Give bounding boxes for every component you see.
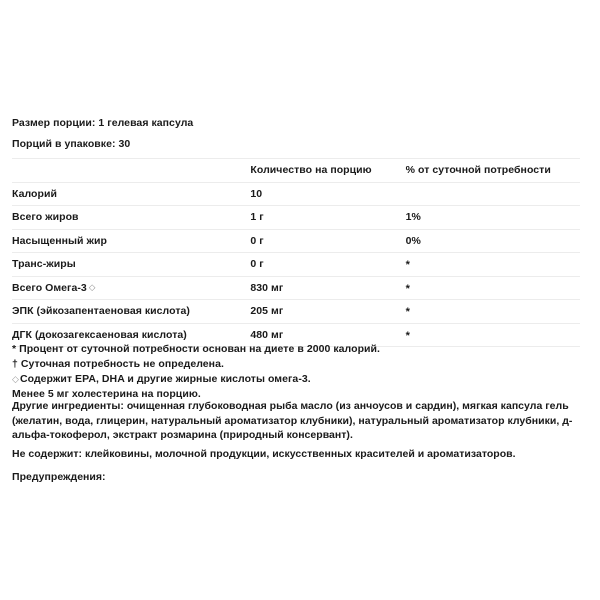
table-header-row: [12, 159, 580, 183]
table-row: [12, 253, 580, 277]
footnote-line: [12, 357, 580, 372]
omega3-footnote-diamond-icon: ◇: [88, 281, 96, 292]
nutrient-name-cell: Всего жиров: [12, 211, 79, 224]
table-row: [12, 182, 580, 206]
table-row: [12, 300, 580, 324]
header-nutrient-name: [12, 159, 250, 183]
servings-per-container-line: Порций в упаковке: 30: [12, 138, 131, 150]
daily-value-cell: 1%: [405, 211, 421, 224]
footnote-text: Процент от суточной потребности основан на диете в 2000 калорий.: [16, 343, 381, 355]
daily-value-cell: 0%: [405, 234, 421, 247]
nutrient-name-cell: Насыщенный жир: [12, 234, 107, 247]
table-body: [12, 182, 580, 347]
amount-cell: 480 мг: [250, 328, 284, 341]
amount-cell: 0 г: [250, 258, 264, 271]
serving-size-line: Размер порции: 1 гелевая капсула: [12, 117, 194, 129]
nutrient-name-cell: Транс-жиры: [12, 258, 76, 271]
nutrient-name-cell: ДГК (докозагексаеновая кислота): [12, 328, 187, 341]
amount-cell: 830 мг: [250, 281, 284, 294]
footnote-text: Менее 5 мг холестерина на порцию.: [12, 388, 201, 400]
footnote-dagger-icon: †: [12, 358, 18, 370]
daily-value-cell: [406, 182, 580, 206]
amount-cell: 10: [250, 187, 263, 200]
free-from-paragraph: Не содержит: клейковины, молочной продукции, искусственных красителей и ароматизаторов.: [12, 448, 516, 460]
table-row: [12, 206, 580, 230]
footnote-text: Содержит EPA, DHA и другие жирные кислоты омега-3.: [19, 373, 311, 385]
daily-value-cell: *: [405, 329, 411, 342]
footnote-asterisk-icon: *: [12, 343, 17, 355]
daily-value-cell: *: [405, 282, 411, 295]
nutrient-name-cell: ЭПК (эйкозапентаеновая кислота): [12, 305, 190, 318]
table-row: [12, 276, 580, 300]
footnote-line: [12, 342, 580, 357]
header-amount-per-serving: Количество на порцию: [250, 164, 372, 177]
amount-cell: 205 мг: [250, 305, 284, 318]
footnote-line: [12, 372, 580, 387]
serving-information: [12, 113, 580, 155]
table-row: [12, 229, 580, 253]
amount-cell: 0 г: [250, 234, 264, 247]
daily-value-cell: *: [405, 306, 411, 319]
footnote-text: Суточная потребность не определена.: [17, 358, 224, 370]
footnotes-block: [12, 342, 580, 402]
nutrition-facts-table: [12, 158, 580, 347]
warnings-heading: Предупреждения:: [12, 471, 106, 483]
other-ingredients-paragraph: Другие ингредиенты: очищенная глубоководная рыба масло (из анчоусов и сардин), мягкая капсула гель (желатин, вода, глицерин, натуральный ароматизатор клубники), натуральный ароматизатор клубники, д-альфа-токоферол, экстракт розмарина (природный консервант).: [12, 400, 573, 441]
daily-value-cell: *: [405, 259, 411, 272]
nutrient-name-cell: Калорий: [12, 187, 57, 200]
header-percent-daily-value: % от суточной потребности: [405, 164, 551, 177]
footnote-diamond-icon: ◇: [12, 374, 19, 384]
nutrient-name-cell: Всего Омега-3 ◇: [12, 281, 96, 294]
amount-cell: 1 г: [250, 211, 264, 224]
